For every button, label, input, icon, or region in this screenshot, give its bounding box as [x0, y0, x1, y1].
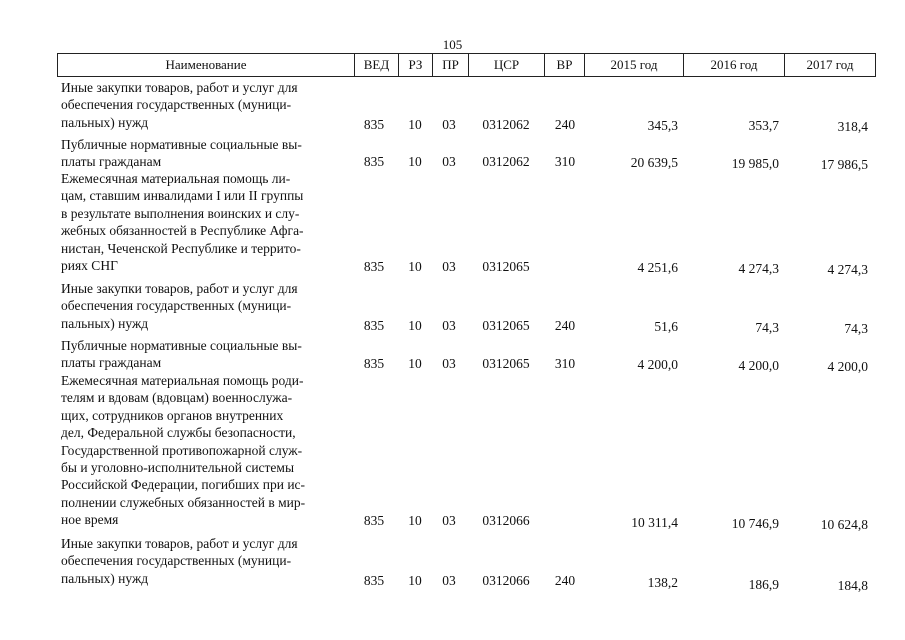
header-2016: 2016 год: [683, 53, 784, 77]
cell-vr: 240: [554, 117, 576, 132]
cell-rz: 10: [408, 259, 422, 274]
cell-2016: 4 200,0: [738, 358, 779, 373]
cell-rz: 10: [408, 318, 422, 333]
cell-ved: 835: [363, 573, 385, 588]
cell-csr: 0312066: [482, 513, 530, 528]
header-name: Наименование: [57, 53, 354, 77]
cell-2017: 74,3: [844, 321, 868, 336]
cell-2016: 74,3: [755, 320, 779, 335]
cell-vr: 240: [554, 573, 576, 588]
cell-2017: 318,4: [837, 119, 868, 134]
header-csr: ЦСР: [468, 53, 544, 77]
cell-ved: 835: [363, 259, 385, 274]
cell-2015: 10 311,4: [631, 515, 678, 530]
row-name: Иные закупки товаров, работ и услуг для обеспечения государственных (муници- пальных) нужд: [61, 536, 298, 586]
row-name: Иные закупки товаров, работ и услуг для обеспечения государственных (муници- пальных) нужд: [61, 80, 298, 130]
cell-2015: 4 200,0: [637, 357, 678, 372]
cell-ved: 835: [363, 356, 385, 371]
header-rz: РЗ: [398, 53, 432, 77]
cell-rz: 10: [408, 117, 422, 132]
cell-pr: 03: [442, 513, 456, 528]
cell-vr: 240: [554, 318, 576, 333]
cell-pr: 03: [442, 356, 456, 371]
cell-csr: 0312062: [482, 154, 530, 169]
header-pr: ПР: [432, 53, 468, 77]
cell-pr: 03: [442, 259, 456, 274]
cell-2017: 4 274,3: [827, 262, 868, 277]
cell-2017: 184,8: [837, 578, 868, 593]
cell-csr: 0312066: [482, 573, 530, 588]
cell-rz: 10: [408, 573, 422, 588]
cell-2016: 4 274,3: [738, 261, 779, 276]
cell-2016: 186,9: [748, 577, 779, 592]
cell-vr: 310: [554, 154, 576, 169]
cell-2016: 353,7: [748, 118, 779, 133]
header-ved: ВЕД: [354, 53, 398, 77]
row-name: Публичные нормативные социальные вы- платы гражданам: [61, 137, 302, 170]
cell-pr: 03: [442, 117, 456, 132]
header-2015: 2015 год: [584, 53, 683, 77]
cell-pr: 03: [442, 154, 456, 169]
page-number: 105: [442, 37, 463, 52]
cell-2016: 10 746,9: [731, 516, 779, 531]
cell-rz: 10: [408, 356, 422, 371]
row-name: Ежемесячная материальная помощь ли- цам, ставшим инвалидами I или II группы в результате выполнения воинских и слу- жебных обязанностей в Республике Афга- нистан, Чеченской Республике и террито- риях СНГ: [61, 171, 304, 274]
cell-ved: 835: [363, 318, 385, 333]
cell-2017: 4 200,0: [827, 359, 868, 374]
cell-2015: 51,6: [654, 319, 678, 334]
row-name: Ежемесячная материальная помощь роди- телям и вдовам (вдовцам) военнослужа- щих, сотрудников органов внутренних дел, Федеральной службы безопасности, Государственной противопожарной служ- бы и уголовно-исполнительной системы Российской Федерации, погибших при ис- полнении служебных обязанностей в мир- ное время: [61, 373, 306, 528]
header-vr: ВР: [544, 53, 584, 77]
cell-2017: 10 624,8: [820, 517, 868, 532]
row-name: Публичные нормативные социальные вы- платы гражданам: [61, 338, 302, 371]
cell-vr: 310: [554, 356, 576, 371]
cell-csr: 0312065: [482, 356, 530, 371]
cell-ved: 835: [363, 513, 385, 528]
cell-csr: 0312062: [482, 117, 530, 132]
cell-2015: 4 251,6: [637, 260, 678, 275]
cell-ved: 835: [363, 154, 385, 169]
cell-rz: 10: [408, 513, 422, 528]
header-2017: 2017 год: [784, 53, 876, 77]
cell-2016: 19 985,0: [731, 156, 779, 171]
cell-ved: 835: [363, 117, 385, 132]
cell-pr: 03: [442, 573, 456, 588]
cell-2015: 345,3: [647, 118, 678, 133]
cell-2017: 17 986,5: [820, 157, 868, 172]
cell-2015: 20 639,5: [630, 155, 678, 170]
cell-csr: 0312065: [482, 318, 530, 333]
cell-2015: 138,2: [647, 575, 678, 590]
cell-rz: 10: [408, 154, 422, 169]
row-name: Иные закупки товаров, работ и услуг для обеспечения государственных (муници- пальных) нужд: [61, 281, 298, 331]
cell-csr: 0312065: [482, 259, 530, 274]
cell-pr: 03: [442, 318, 456, 333]
